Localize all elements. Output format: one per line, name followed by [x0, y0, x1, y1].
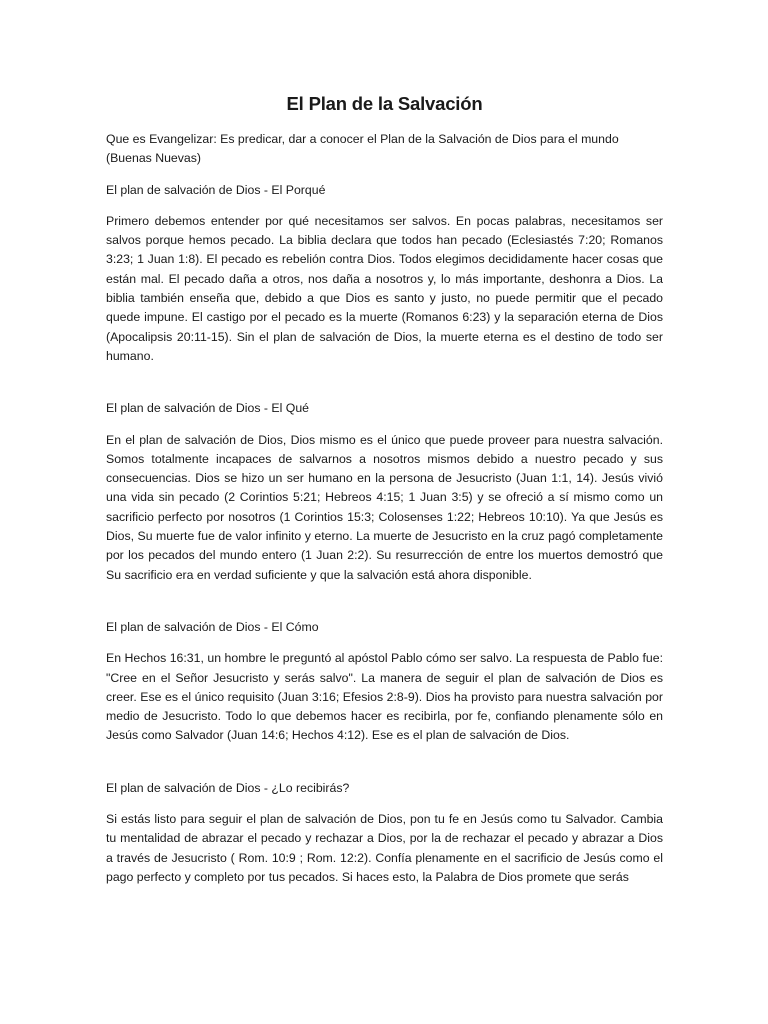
section-como: [106, 618, 663, 746]
section-body: En Hechos 16:31, un hombre le preguntó al apóstol Pablo cómo ser salvo. La respuesta de Pablo fue: "Cree en el Señor Jesucristo y serás salvo". La manera de seguir el plan de salvación de Dios es creer. Ese es el único requisito (Juan 3:16; Efesios 2:8-9). Dios ha provisto para nuestra salvación por medio de Jesucristo. Todo lo que debemos hacer es recibirla, por fe, confiando plenamente sólo en Jesús como Salvador (Juan 14:6; Hechos 4:12). Ese es el plan de salvación de Dios.: [106, 651, 663, 743]
section-heading: El plan de salvación de Dios - ¿Lo recibirás?: [106, 780, 350, 795]
section-body: Si estás listo para seguir el plan de salvación de Dios, pon tu fe en Jesús como tu Salvador. Cambia tu mentalidad de abrazar el pecado y rechazar a Dios, por la de rechazar el pecado y abrazar a Dios a través de Jesucristo ( Rom. 10:9 ; Rom. 12:2). Confía plenamente en el sacrificio de Jesús como el pago perfecto y completo por tus pecados. Si haces esto, la Palabra de Dios promete que serás: [106, 812, 663, 884]
section-body: En el plan de salvación de Dios, Dios mismo es el único que puede proveer para nuestra salvación. Somos totalmente incapaces de salvarnos a nosotros mismos debido a nuestro pecado y sus consecuencias. Dios se hizo un ser humano en la persona de Jesucristo (Juan 1:1, 14). Jesús vivió una vida sin pecado (2 Corintios 5:21; Hebreos 4:15; 1 Juan 3:5) y se ofreció a sí mismo como un sacrificio perfecto por nosotros (1 Corintios 15:3; Colosenses 1:22; Hebreos 10:10). Ya que Jesús es Dios, Su muerte fue de valor infinito y eterno. La muerte de Jesucristo en la cruz pagó completamente por los pecados del mundo entero (1 Juan 2:2). Su resurrección de entre los muertos demostró que Su sacrificio era en verdad suficiente y que la salvación está ahora disponible.: [106, 432, 663, 582]
document-title: El Plan de la Salvación: [286, 93, 483, 114]
section-heading: El plan de salvación de Dios - El Cómo: [106, 619, 319, 634]
section-recibiras: [106, 779, 663, 887]
section-heading: El plan de salvación de Dios - El Porqué: [106, 182, 326, 197]
section-body: Primero debemos entender por qué necesitamos ser salvos. En pocas palabras, necesitamos ser salvos porque hemos pecado. La biblia declara que todos han pecado (Eclesiastés 7:20; Romanos 3:23; 1 Juan 1:8). El pecado es rebelión contra Dios. Todos elegimos decididamente hacer cosas que están mal. El pecado daña a otros, nos daña a nosotros y, lo más importante, deshonra a Dios. La biblia también enseña que, debido a que Dios es santo y justo, no puede permitir que el pecado quede impune. El castigo por el pecado es la muerte (Romanos 6:23) y la separación eterna de Dios (Apocalipsis 20:11-15). Sin el plan de salvación de Dios, la muerte eterna es el destino de todo ser humano.: [106, 213, 663, 363]
intro-paragraph: Que es Evangelizar: Es predicar, dar a conocer el Plan de la Salvación de Dios para el mundo (Buenas Nuevas): [106, 132, 619, 166]
section-porque: [106, 181, 663, 367]
document-content: [106, 92, 663, 887]
section-que: [106, 399, 663, 585]
section-heading: El plan de salvación de Dios - El Qué: [106, 401, 310, 416]
